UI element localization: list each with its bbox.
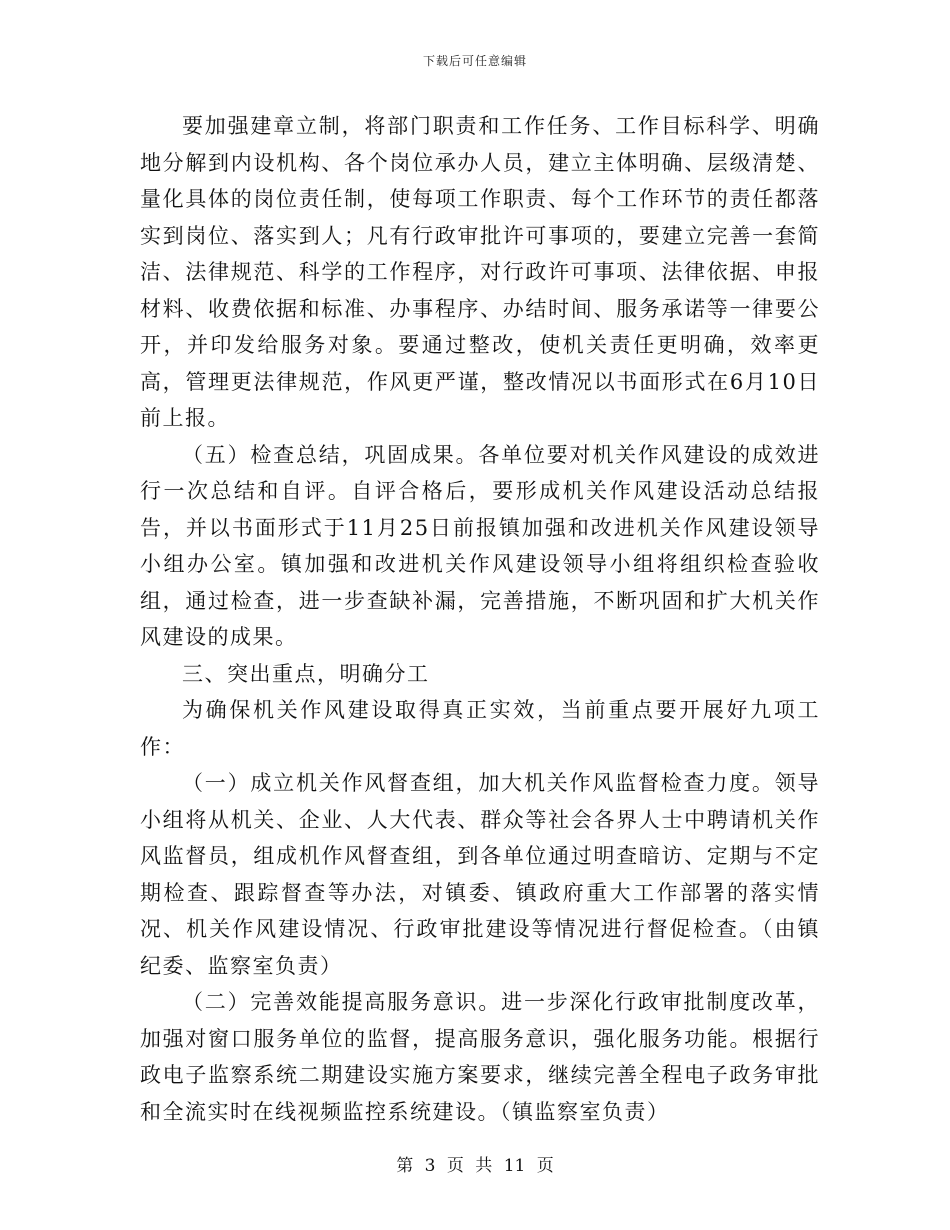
paragraph-4: （一）成立机关作风督查组，加大机关作风监督检查力度。领导小组将从机关、企业、人大代表、群众等社会各界人士中聘请机关作风监督员，组成机作风督查组，到各单位通过明查暗访、定期与不定期检查、跟踪督查等办法，对镇委、镇政府重大工作部署的落实情况、机关作风建设情况、行政审批建设等情况进行督促检查。（由镇纪委、监察室负责） [140, 771, 820, 978]
section-heading: 三、突出重点，明确分工 [182, 661, 430, 686]
page-header: 下载后可任意编辑 [422, 54, 527, 68]
paragraph-3: 为确保机关作风建设取得真正实效，当前重点要开展好九项工作： [140, 698, 820, 759]
paragraph-5: （二）完善效能提高服务意识。进一步深化行政审批制度改革，加强对窗口服务单位的监督，提高服务意识，强化服务功能。根据行政电子监察系统二期建设实施方案要求，继续完善全程电子政务审批和全流实时在线视频监控系统建设。（镇监察室负责） [140, 990, 820, 1124]
paragraph-2: （五）检查总结，巩固成果。各单位要对机关作风建设的成效进行一次总结和自评。自评合格后，要形成机关作风建设活动总结报告，并以书面形式于11月25日前报镇加强和改进机关作风建设领导小组办公室。镇加强和改进机关作风建设领导小组将组织检查验收组，通过检查，进一步查缺补漏，完善措施，不断巩固和扩大机关作风建设的成果。 [140, 442, 820, 649]
document-body [140, 108, 820, 1130]
page-footer: 第 3 页 共 11 页 [396, 1156, 554, 1176]
paragraph-1: 要加强建章立制，将部门职责和工作任务、工作目标科学、明确地分解到内设机构、各个岗位承办人员，建立主体明确、层级清楚、量化具体的岗位责任制，使每项工作职责、每个工作环节的责任都落实到岗位、落实到人；凡有行政审批许可事项的，要建立完善一套简洁、法律规范、科学的工作程序，对行政许可事项、法律依据、申报材料、收费依据和标准、办事程序、办结时间、服务承诺等一律要公开，并印发给服务对象。要通过整改，使机关责任更明确，效率更高，管理更法律规范，作风更严谨，整改情况以书面形式在6月10日前上报。 [140, 114, 820, 430]
